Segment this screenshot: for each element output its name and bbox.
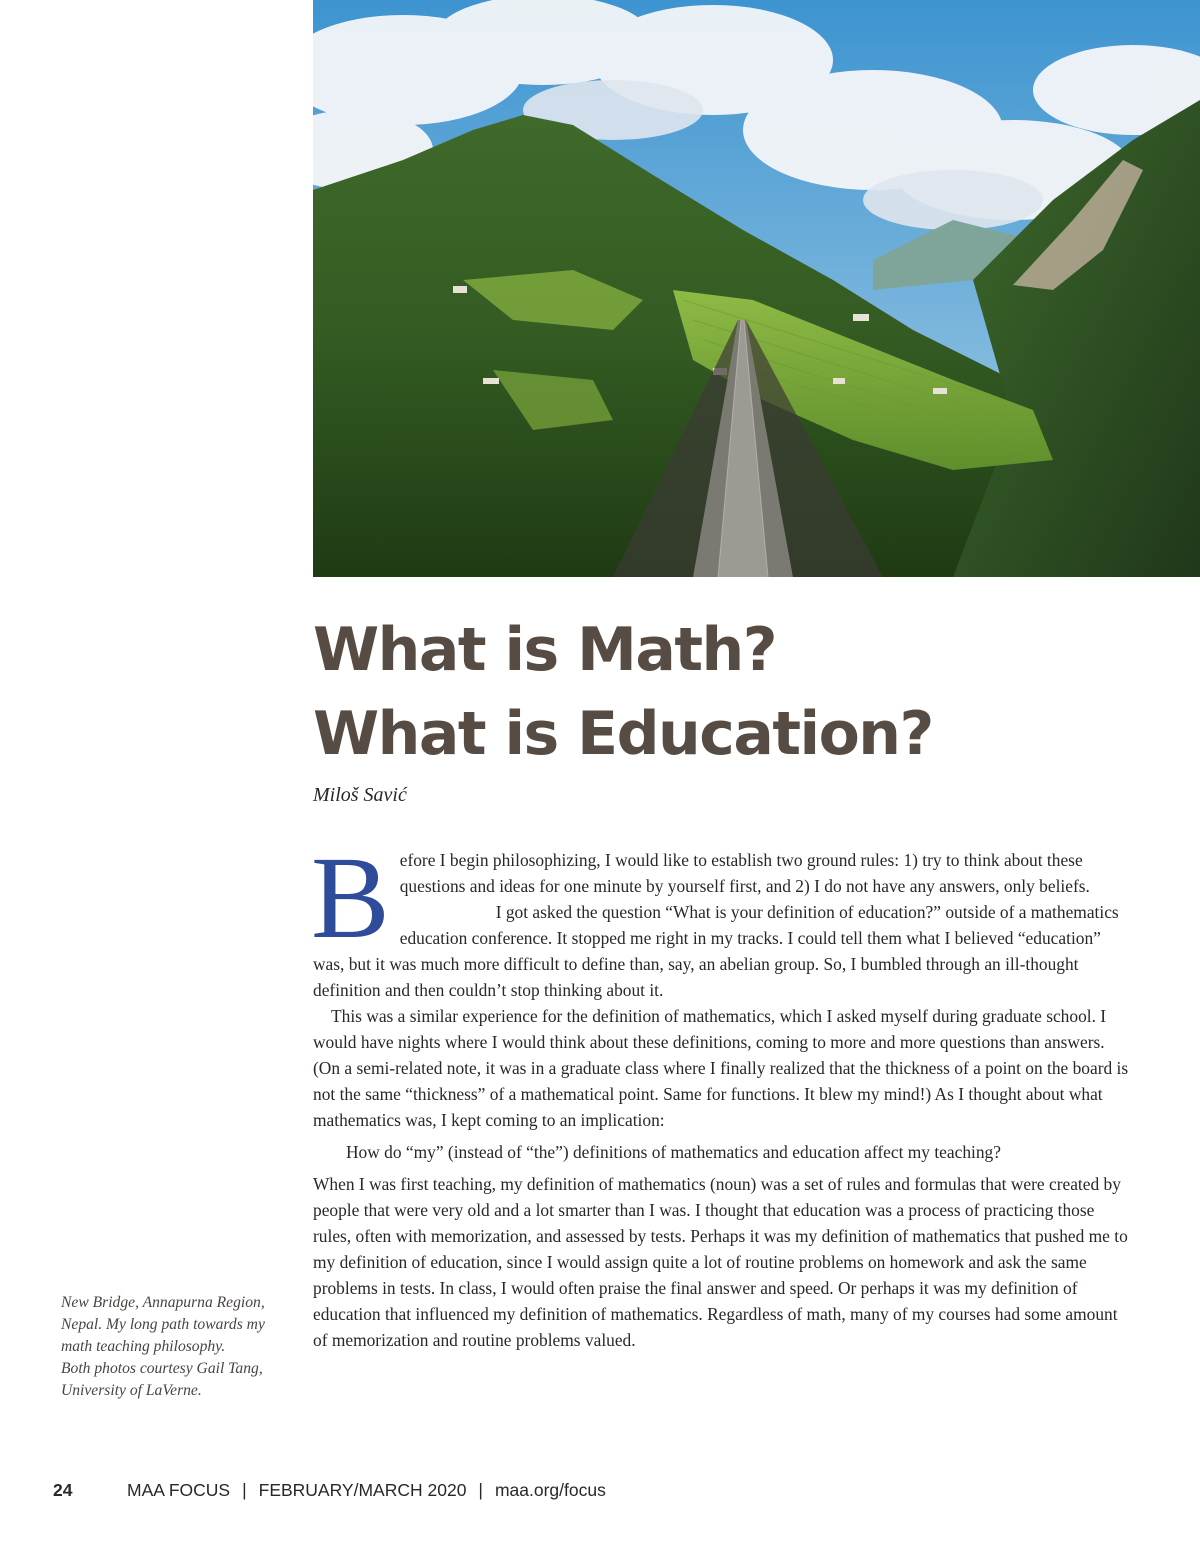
pull-question: How do “my” (instead of “the”) definitions of mathematics and education affect my teaching? xyxy=(346,1142,1001,1162)
page-number: 24 xyxy=(53,1480,73,1500)
caption-line-2: Both photos courtesy Gail Tang, University of LaVerne. xyxy=(61,1360,263,1399)
title-line-2: What is Education? xyxy=(313,699,933,769)
paragraph-2: I got asked the question “What is your definition of education?” outside of a mathematics education conference. It stopped me right in my tracks. I could tell them what I believed “education” was, but it was much more difficult to define than, say, an abelian group. So, I bumbled through an ill-thought definition and then couldn’t stop thinking about it. xyxy=(313,902,1119,1000)
paragraph-4: When I was first teaching, my definition of mathematics (noun) was a set of rules and formulas that were created by people that were very old and a lot smarter than I was. I thought that education was a process of practicing those rules, often with memorization, and assessed by tests. Perhaps it was my definition of mathematics that pushed me to my definition of education, since I would assign quite a lot of routine problems on homework and ask the same problems in tests. In class, I would often praise the final answer and speed. Or perhaps it was my definition of education that influenced my definition of mathematics. Regardless of math, many of my courses had some amount of memorization and routine problems valued. xyxy=(313,1174,1128,1350)
title-line-1: What is Math? xyxy=(313,615,777,685)
hero-photo xyxy=(313,0,1200,577)
page-footer xyxy=(53,1480,606,1501)
issue-date: FEBRUARY/MARCH 2020 xyxy=(258,1480,467,1500)
footer-separator: | xyxy=(478,1480,483,1500)
author-byline: Miloš Savić xyxy=(313,784,407,806)
footer-separator: | xyxy=(242,1480,247,1500)
article-body xyxy=(311,832,1131,1353)
photo-caption xyxy=(61,1292,291,1402)
drop-cap: B xyxy=(311,832,390,963)
publication-name: MAA FOCUS xyxy=(127,1480,231,1500)
caption-line-1: New Bridge, Annapurna Region, Nepal. My long path towards my math teaching philosophy. xyxy=(61,1294,265,1355)
footer-url: maa.org/focus xyxy=(494,1480,606,1500)
paragraph-intro-text: efore I begin philosophizing, I would like to establish two ground rules: 1) try to think about these questions and ideas for one minute by yourself first, and 2) I do not have any answers, only beliefs. xyxy=(399,850,1090,896)
article-title xyxy=(313,608,1173,776)
paragraph-3: This was a similar experience for the definition of mathematics, which I asked myself during graduate school. I would have nights where I would think about these definitions, coming to more and more questions than answers. (On a semi-related note, it was in a graduate class where I finally realized that the thickness of a point on the board is not the same “thickness” of a mathematical point. Same for functions. It blew my mind!) As I thought about what mathematics was, I kept coming to an implication: xyxy=(313,1006,1129,1130)
